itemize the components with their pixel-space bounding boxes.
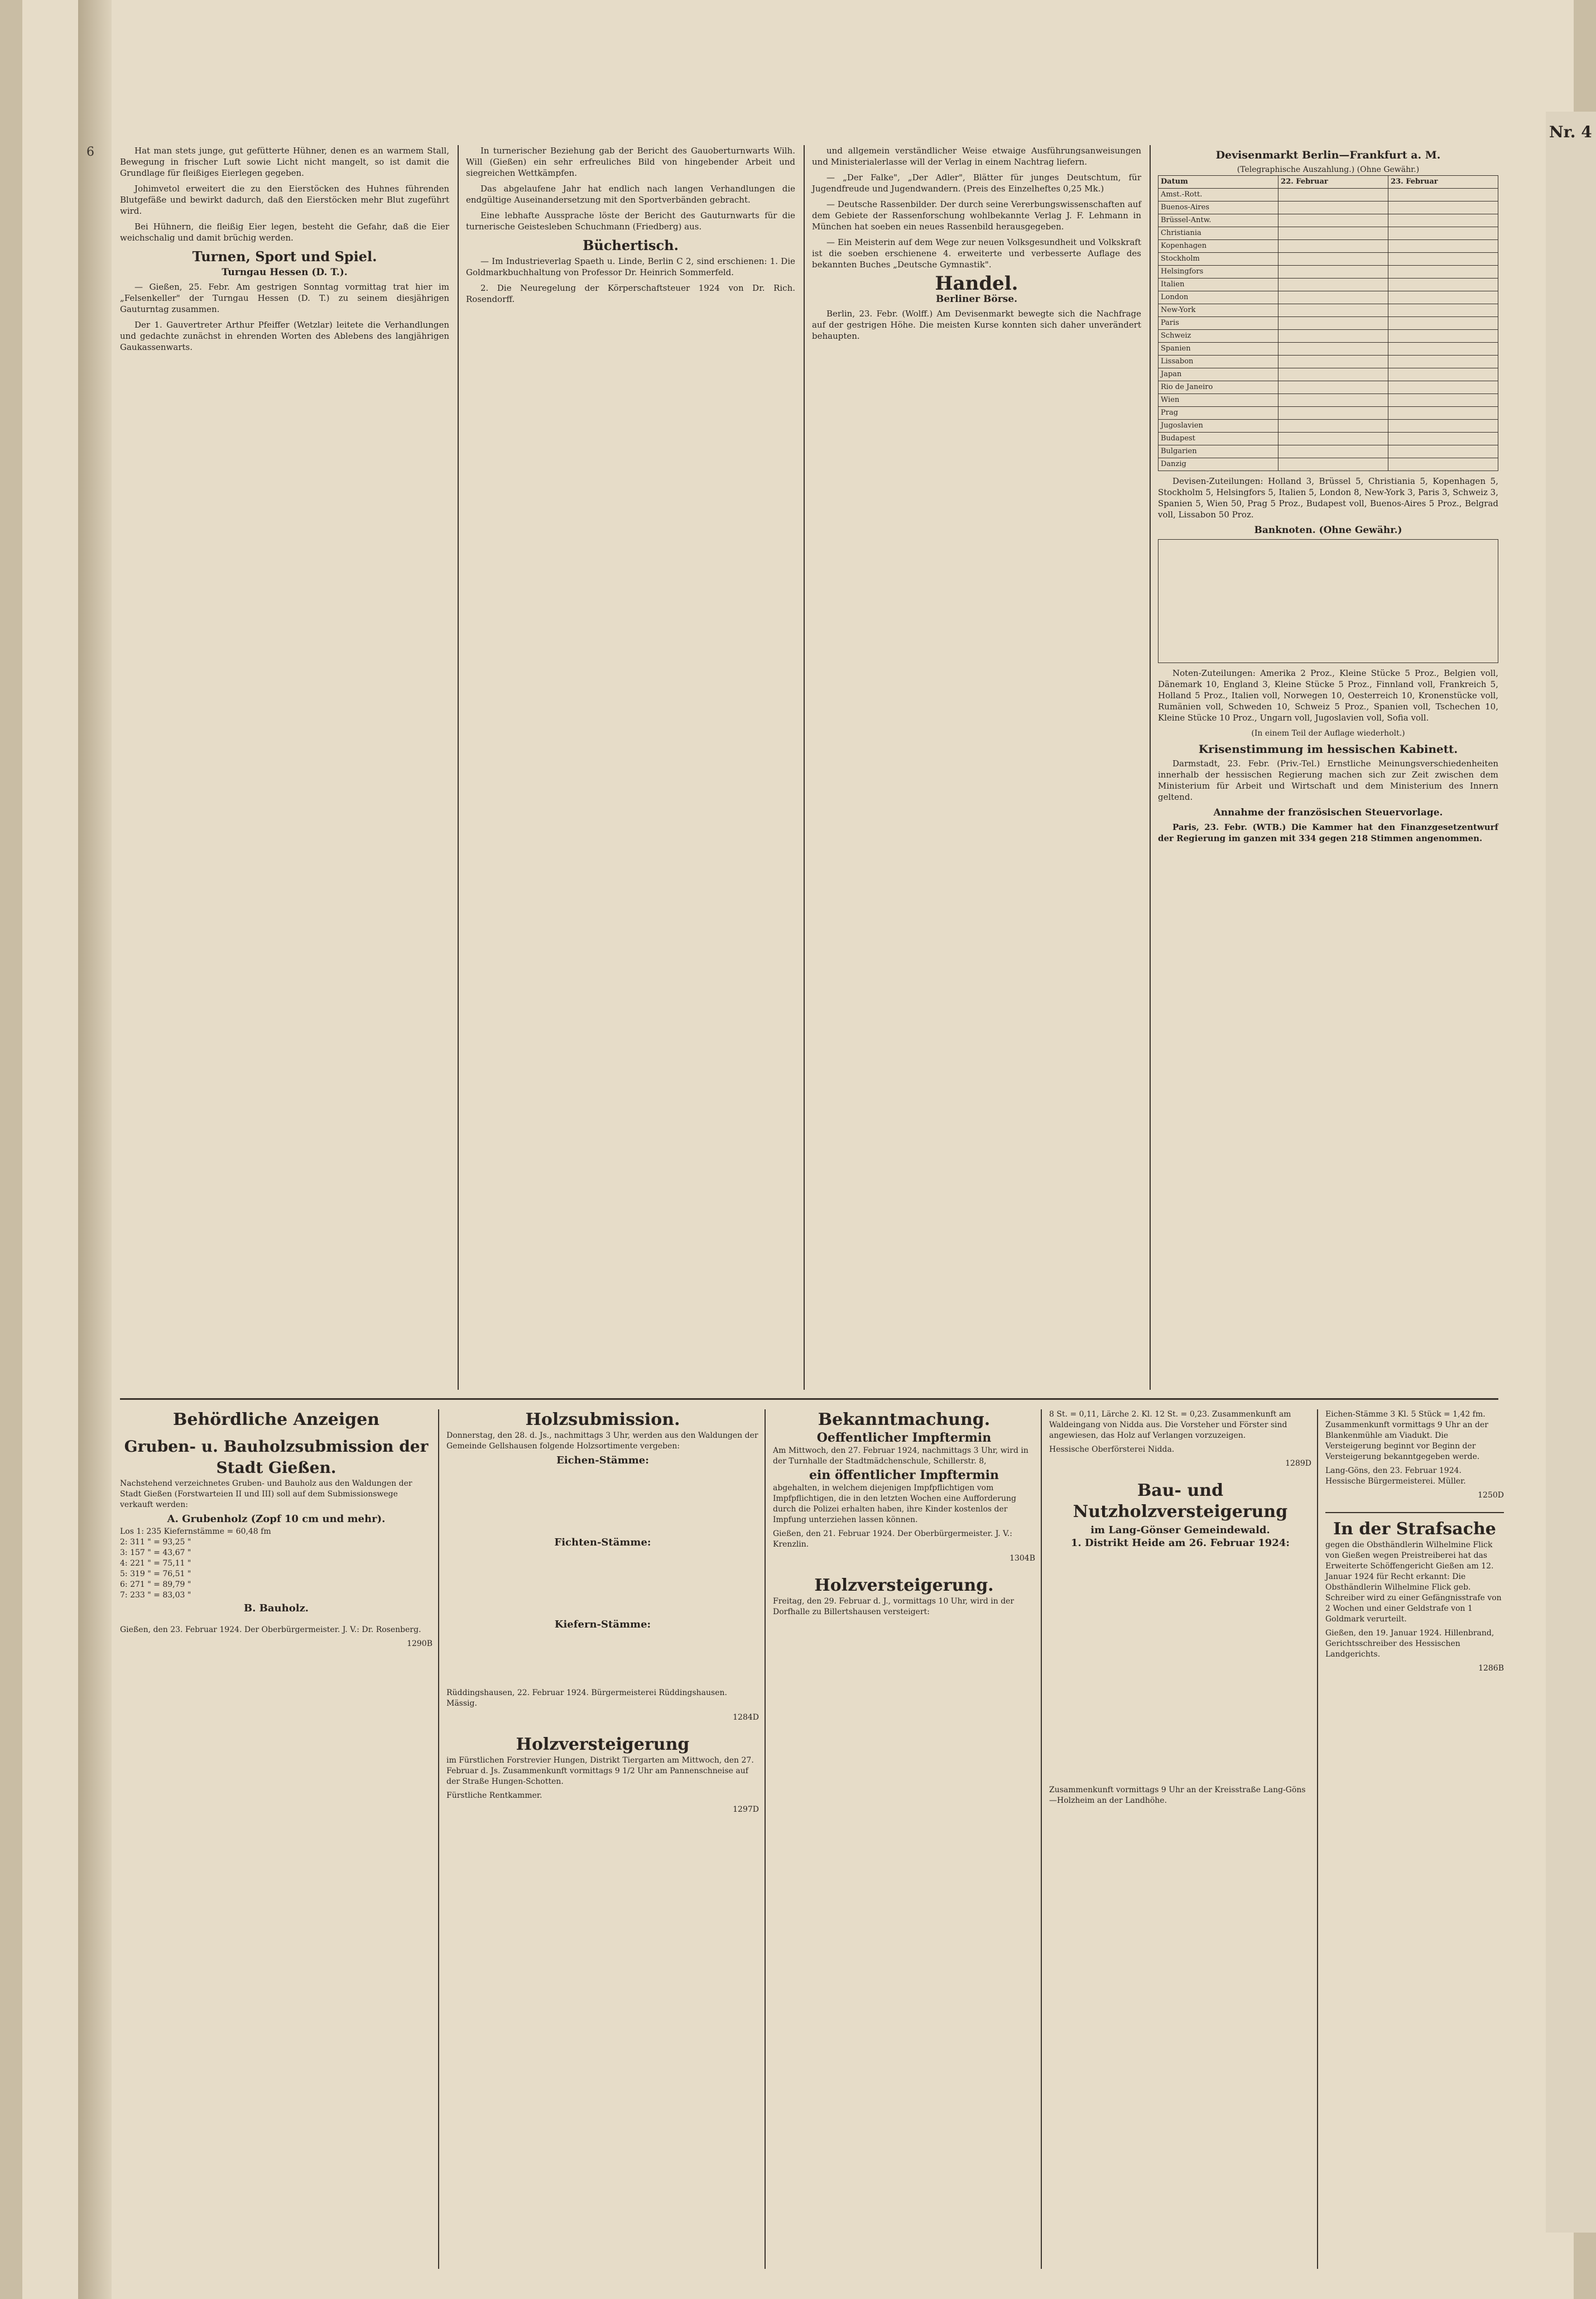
devisen-heading: Devisenmarkt Berlin—Frankfurt a. M. [1215, 149, 1441, 161]
ad-text: Donnerstag, den 28. d. Js., nachmittags 3 Uhr, werden aus den Waldungen der Gemeinde Gellshausen folgende Holzsortimente vergeben: [446, 1431, 758, 1451]
table-cell: Bulgarien [1158, 445, 1278, 458]
paragraph: — Deutsche Rassenbilder. Der durch seine Vererbungswissenschaften auf dem Gebiete der Rassenforschung wohlbekannte Verlag J. F. Lehmann in München hat soeben ein neues Rassenbild herausgegeben. [812, 199, 1141, 232]
table-header: Datum [1158, 176, 1278, 189]
section-heading-buechertisch: Büchertisch. [583, 237, 679, 253]
paragraph: Hat man stets junge, gut gefütterte Hühner, denen es an warmem Stall, Bewegung in frischer Luft sowie Licht nicht mangelt, so ist damit die Grundlage für fleißiges Eierlegen gegeben. [120, 146, 449, 178]
next-page-number: Nr. 4 [1549, 123, 1592, 141]
paragraph: Das abgelaufene Jahr hat endlich nach langen Verhandlungen die endgültige Auseinandersetzung mit den Sportverbänden gebracht. [466, 184, 795, 205]
list-item: 6: 271 " = 89,79 " [120, 1580, 191, 1589]
edition-note: (In einem Teil der Auflage wiederholt.) [1251, 729, 1405, 738]
headline-krise: Krisenstimmung im hessischen Kabinett. [1198, 742, 1458, 756]
paragraph: Devisen-Zuteilungen: Holland 3, Brüssel 5, Christiania 5, Kopenhagen 5, Stockholm 5, Helsingfors 5, Italien 5, London 8, New-York 3, Paris 3, Schweiz 3, Spanien 5, Wien 50, Prag 5 Proz., Budapest voll, Buenos-Aires 5 Proz., Belgrad voll, Lissabon 50 Proz. [1158, 476, 1498, 520]
column-rule [765, 1409, 766, 2269]
table-cell: Danzig [1158, 458, 1278, 471]
page-sheet [120, 134, 1526, 2277]
ad-subheading: A. Grubenholz (Zopf 10 cm und mehr). [167, 1513, 386, 1525]
paragraph: Berlin, 23. Febr. (Wolff.) Am Devisenmarkt bewegte sich die Nachfrage auf der gestrigen Höhe. Die meisten Kurse konnten sich daher unverändert behaupten. [812, 309, 1141, 341]
devisen-table [1158, 175, 1498, 471]
table-cell: Kopenhagen [1158, 240, 1278, 253]
ad-gruben [120, 1409, 432, 2274]
devisen-subheading: (Telegraphische Auszahlung.) (Ohne Gewähr.) [1237, 165, 1420, 174]
ad-title: Holzsubmission. [525, 1410, 680, 1429]
table-cell: Brüssel-Antw. [1158, 214, 1278, 227]
ad-holzsubmission [446, 1409, 759, 2274]
ad-title: Gruben- u. Bauholzsubmission der Stadt Gießen. [124, 1437, 429, 1477]
paragraph: Noten-Zuteilungen: Amerika 2 Proz., Kleine Stücke 5 Proz., Belgien voll, Dänemark 10, England 3, Kleine Stücke 5 Proz., Finnland voll, Frankreich 5, Holland 5 Proz., Italien voll, Norwegen 10, Oesterreich 10, Kronenstücke voll, Rumänien voll, Schweden 10, Schweiz 5 Proz., Spanien voll, Tschechen 10, Kleine Stücke 10 Proz., Ungarn voll, Jugoslavien voll, Sofia voll. [1158, 668, 1498, 723]
ad-subheading: Oeffentlicher Impftermin [816, 1431, 992, 1445]
table-cell: Amst.-Rott. [1158, 189, 1278, 201]
ad-text: 8 St. = 0,11, Lärche 2. Kl. 12 St. = 0,23. Zusammenkunft am Waldeingang von Nidda aus. Die Vorsteher und Förster sind angewiesen, das Holz auf Verlangen vorzuzeigen. [1049, 1410, 1291, 1440]
ad-footer: Hessische Oberförsterei Nidda. [1049, 1445, 1175, 1454]
ad-subheading: Kiefern-Stämme: [554, 1619, 651, 1630]
ad-footer: Gießen, den 23. Februar 1924. Der Oberbürgermeister. J. V.: Dr. Rosenberg. [120, 1625, 421, 1634]
paragraph: Paris, 23. Febr. (WTB.) Die Kammer hat den Finanzgesetzentwurf der Regierung im ganzen mit 334 gegen 218 Stimmen angenommen. [1158, 822, 1498, 843]
table-cell: Prag [1158, 407, 1278, 420]
ad-code: 1304B [1009, 1554, 1035, 1563]
ad-code: 1286B [1478, 1664, 1504, 1673]
ad-subheading: Fichten-Stämme: [554, 1537, 651, 1548]
ad-code: 1250D [1478, 1491, 1504, 1500]
list-item: Los 1: 235 Kiefernstämme = 60,48 fm [120, 1527, 271, 1536]
table-cell: Buenos-Aires [1158, 201, 1278, 214]
ad-section-heading: Behördliche Anzeigen [173, 1410, 379, 1429]
paragraph: Johimvetol erweitert die zu den Eierstöcken des Huhnes führenden Blutgefäße und bewirkt dadurch, daß den Eierstöcken mehr Blut zugeführt wird. [120, 184, 449, 216]
table-cell: Japan [1158, 368, 1278, 381]
ad-subheading: Eichen-Stämme: [556, 1455, 649, 1466]
table-cell: New-York [1158, 304, 1278, 317]
ad-text: Eichen-Stämme 3 Kl. 5 Stück = 1,42 fm. Zusammenkunft vormittags 9 Uhr an der Blankenmühle am Viadukt. Die Versteigerung beginnt vor Beginn der Versteigerung bekanntgegeben werde. [1325, 1410, 1488, 1461]
ad-bauholz [1049, 1409, 1311, 2274]
ad-subheading: im Lang-Gönser Gemeindewald. [1090, 1524, 1270, 1536]
banknoten-heading: Banknoten. (Ohne Gewähr.) [1254, 525, 1402, 536]
column-rule [1150, 145, 1151, 1390]
newspaper-page [22, 0, 1592, 2299]
paragraph: Darmstadt, 23. Febr. (Priv.-Tel.) Ernstliche Meinungsverschiedenheiten innerhalb der hessischen Regierung machen sich zur Zeit zwischen dem Ministerium für Arbeit und Wirtschaft und dem Ministerium des Innern geltend. [1158, 759, 1498, 802]
ad-text: gegen die Obsthändlerin Wilhelmine Flick von Gießen wegen Preistreiberei hat das Erweiterte Schöffengericht Gießen am 12. Januar 1924 für Recht erkannt: Die Obsthändlerin Wilhelmine Flick geb. Schreiber wird zu einer Gefängnisstrafe von 2 Wochen und einer Geldstrafe von 1 Goldmark verurteilt. [1325, 1540, 1502, 1624]
table-cell: Christiania [1158, 227, 1278, 240]
ad-footer: Rüddingshausen, 22. Februar 1924. Bürgermeisterei Rüddingshausen. Mässig. [446, 1688, 727, 1708]
list-item: 5: 319 " = 76,51 " [120, 1570, 191, 1578]
ad-title: Bau- und Nutzholzversteigerung [1073, 1481, 1288, 1522]
ad-code: 1289D [1285, 1459, 1311, 1468]
table-cell: Jugoslavien [1158, 420, 1278, 433]
column-1 [120, 145, 449, 1401]
ad-title: Holzversteigerung [516, 1735, 690, 1754]
ad-text: Nachstehend verzeichnetes Gruben- und Bauholz aus den Waldungen der Stadt Gießen (Forstwarteien II und III) soll auf dem Submissionswege verkauft werden: [120, 1479, 412, 1509]
column-rule [458, 145, 459, 1390]
table-cell: Stockholm [1158, 253, 1278, 266]
table-cell: Italien [1158, 279, 1278, 291]
ad-text: abgehalten, in welchem diejenigen Impfpflichtigen vom Impfpflichtigen, die in den letzten Wochen eine Aufforderung durch die Polizei erhalten haben, ihre Kinder kostenlos der Impfung unterziehen lassen können. [773, 1484, 1016, 1524]
ad-footer: Lang-Göns, den 23. Februar 1924. Hessische Bürgermeisterei. Müller. [1325, 1466, 1466, 1486]
ad-strafsache [1325, 1409, 1504, 2274]
subheading-boerse: Berliner Börse. [935, 294, 1018, 305]
ad-subheading: 1. Distrikt Heide am 26. Februar 1924: [1070, 1537, 1290, 1549]
ad-title: In der Strafsache [1325, 1512, 1504, 1540]
table-cell: Paris [1158, 317, 1278, 330]
list-item: 4: 221 " = 75,11 " [120, 1559, 191, 1568]
ad-title: Bekanntmachung. [818, 1410, 991, 1429]
paragraph: In turnerischer Beziehung gab der Bericht des Gauoberturnwarts Wilh. Will (Gießen) ein sehr erfreuliches Bild von hingebender Arbeit und siegreichen Wettkämpfen. [466, 146, 795, 178]
ad-text: im Fürstlichen Forstrevier Hungen, Distrikt Tiergarten am Mittwoch, den 27. Februar d. Js. Zusammenkunft vormittags 9 1/2 Uhr am Pannenschneise auf der Straße Hungen-Schotten. [446, 1756, 754, 1786]
column-3 [812, 145, 1141, 1401]
table-cell: Spanien [1158, 343, 1278, 356]
table-cell: Wien [1158, 394, 1278, 407]
paragraph: Bei Hühnern, die fleißig Eier legen, besteht die Gefahr, daß die Eier weichschalig und damit brüchig werden. [120, 222, 449, 243]
paragraph: — Im Industrieverlag Spaeth u. Linde, Berlin C 2, sind erschienen: 1. Die Goldmarkbuchhaltung von Professor Dr. Heinrich Sommerfeld. [466, 256, 795, 277]
column-rule [438, 1409, 439, 2269]
table-header: 23. Februar [1388, 176, 1498, 189]
page-number: 6 [86, 145, 94, 159]
list-item: 2: 311 " = 93,25 " [120, 1538, 191, 1547]
banknoten-table [1158, 539, 1498, 663]
headline-steuer: Annahme der französischen Steuervorlage. [1213, 807, 1443, 818]
column-4 [1158, 145, 1498, 1401]
ad-text: Zusammenkunft vormittags 9 Uhr an der Kreisstraße Lang-Göns—Holzheim an der Landhöhe. [1049, 1786, 1306, 1805]
table-cell: Helsingfors [1158, 266, 1278, 279]
column-rule [804, 145, 805, 1390]
ad-impftermin [773, 1409, 1035, 2274]
column-2 [466, 145, 795, 1401]
ad-footer: Gießen, den 21. Februar 1924. Der Oberbürgermeister. J. V.: Krenzlin. [773, 1529, 1012, 1549]
table-cell: Rio de Janeiro [1158, 381, 1278, 394]
column-rule [1041, 1409, 1042, 2269]
table-cell: Budapest [1158, 433, 1278, 445]
paragraph: Der 1. Gauvertreter Arthur Pfeiffer (Wetzlar) leitete die Verhandlungen und gedachte zunächst in ehrenden Worten des Ablebens des langjährigen Gaukassenwarts. [120, 320, 449, 352]
ad-footer: Fürstliche Rentkammer. [446, 1791, 542, 1800]
section-heading-handel: Handel. [935, 272, 1018, 295]
paragraph: 2. Die Neuregelung der Körperschaftsteuer 1924 von Dr. Rich. Rosendorff. [466, 283, 795, 304]
ad-code: 1297D [733, 1805, 759, 1814]
ad-subheading: ein öffentlicher Impftermin [809, 1468, 999, 1482]
ad-subheading: B. Bauholz. [243, 1602, 309, 1614]
subheading-turngau: Turngau Hessen (D. T.). [222, 267, 348, 278]
table-cell: London [1158, 291, 1278, 304]
paragraph: — „Der Falke", „Der Adler", Blätter für junges Deutschtum, für Jugendfreude und Jugendwandern. (Preis des Einzelheftes 0,25 Mk.) [812, 172, 1141, 194]
ad-text: Am Mittwoch, den 27. Februar 1924, nachmittags 3 Uhr, wird in der Turnhalle der Stadtmädchenschule, Schillerstr. 8, [773, 1446, 1028, 1466]
ad-title: Holzversteigerung. [814, 1576, 994, 1595]
section-rule [120, 1398, 1498, 1400]
table-cell: Schweiz [1158, 330, 1278, 343]
table-cell: Lissabon [1158, 356, 1278, 368]
list-item: 7: 233 " = 83,03 " [120, 1591, 191, 1600]
paragraph: und allgemein verständlicher Weise etwaige Ausführungsanweisungen und Ministerialerlasse will der Verlag in einem Nachtrag liefern. [812, 146, 1141, 167]
paragraph: — Gießen, 25. Febr. Am gestrigen Sonntag vormittag trat hier im „Felsenkeller" der Turngau Hessen (D. T.) zu seinem diesjährigen Gauturntag zusammen. [120, 282, 449, 314]
next-page-edge [1546, 112, 1596, 2233]
ad-footer: Gießen, den 19. Januar 1924. Hillenbrand, Gerichtsschreiber des Hessischen Landgerichts. [1325, 1629, 1494, 1659]
ad-code: 1284D [733, 1713, 759, 1722]
list-item: 3: 157 " = 43,67 " [120, 1548, 191, 1557]
ad-code: 1290B [407, 1639, 432, 1648]
column-rule [1317, 1409, 1318, 2269]
ad-text: Freitag, den 29. Februar d. J., vormittags 10 Uhr, wird in der Dorfhalle zu Billertshausen versteigert: [773, 1597, 1015, 1616]
page-gutter [78, 0, 112, 2299]
paragraph: Eine lebhafte Aussprache löste der Bericht des Gauturnwarts für die turnerische Geistesleben Schuchmann (Friedberg) aus. [466, 210, 795, 232]
table-header: 22. Februar [1278, 176, 1388, 189]
section-heading-sport: Turnen, Sport und Spiel. [192, 248, 377, 265]
paragraph: — Ein Meisterin auf dem Wege zur neuen Volksgesundheit und Volkskraft ist die soeben erschienene 4. erweiterte und verbesserte Auflage des bekannten Buches „Deutsche Gymnastik". [812, 237, 1141, 270]
